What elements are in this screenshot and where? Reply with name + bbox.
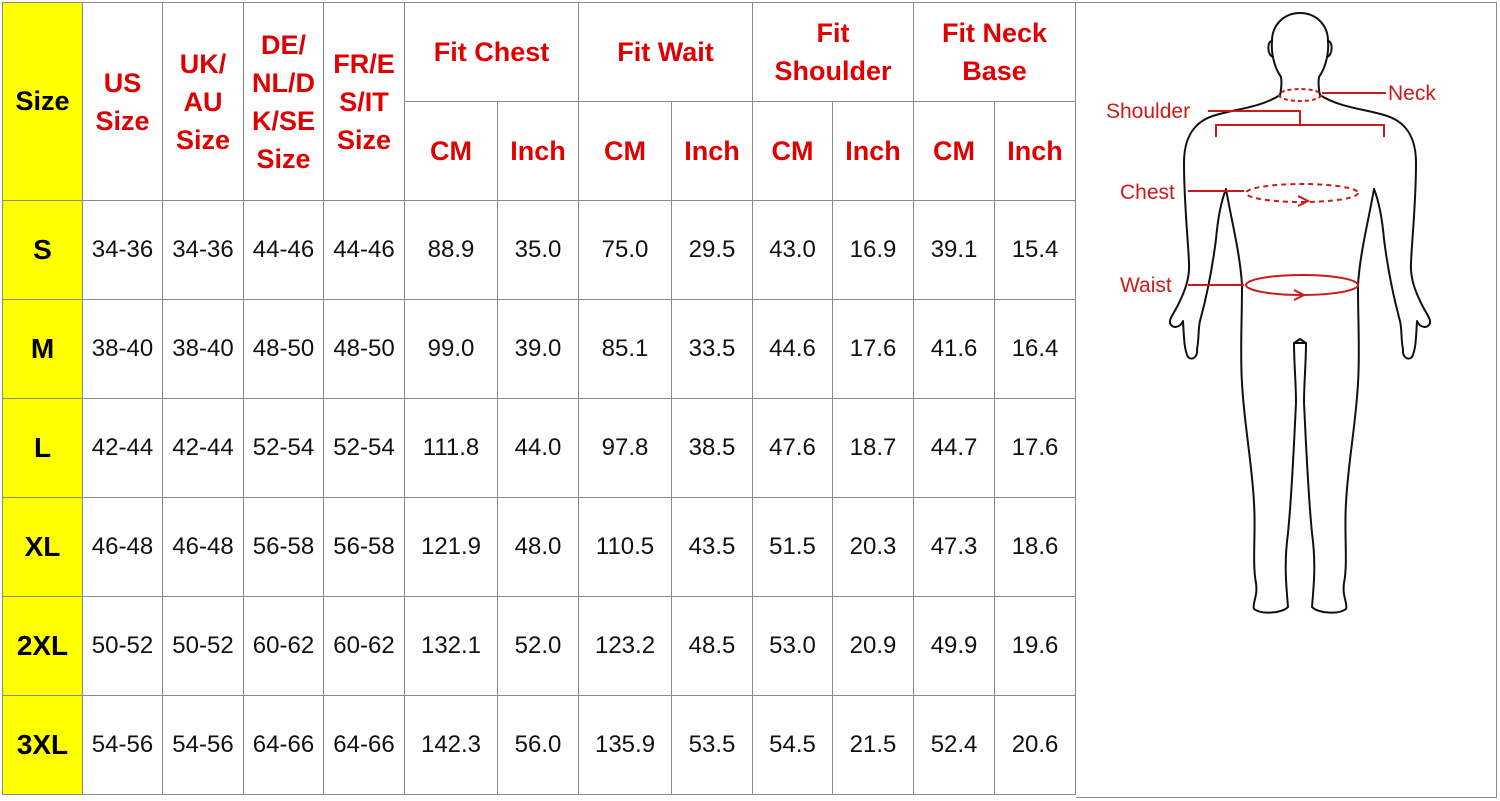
neck-cm-cell: 39.1 (914, 201, 995, 300)
chest-cm-header: CM (405, 102, 498, 201)
waist-inch-cell: 43.5 (672, 498, 753, 597)
us-size-header: US Size (83, 3, 163, 201)
shoulder-inch-cell: 16.9 (833, 201, 914, 300)
uk-size-cell: 50-52 (163, 597, 244, 696)
shoulder-inch-cell: 20.3 (833, 498, 914, 597)
fr-size-cell: 64-66 (324, 696, 405, 795)
neck-cm-cell: 44.7 (914, 399, 995, 498)
waist-inch-cell: 29.5 (672, 201, 753, 300)
human-body-outline-icon (1076, 3, 1497, 799)
neck-cm-cell: 49.9 (914, 597, 995, 696)
size-header: Size (3, 3, 83, 201)
us-size-cell: 34-36 (83, 201, 163, 300)
shoulder-inch-cell: 17.6 (833, 300, 914, 399)
shoulder-inch-header: Inch (833, 102, 914, 201)
uk-size-cell: 54-56 (163, 696, 244, 795)
fit-shoulder-header: Fit Shoulder (753, 3, 914, 102)
uk-size-cell: 38-40 (163, 300, 244, 399)
chest-inch-cell: 48.0 (498, 498, 579, 597)
size-row (3, 597, 1076, 696)
shoulder-inch-cell: 21.5 (833, 696, 914, 795)
shoulder-cm-cell: 54.5 (753, 696, 833, 795)
fr-size-cell: 48-50 (324, 300, 405, 399)
shoulder-inch-cell: 18.7 (833, 399, 914, 498)
shoulder-label: Shoulder (1106, 100, 1191, 123)
us-size-cell: 42-44 (83, 399, 163, 498)
neck-inch-cell: 15.4 (995, 201, 1076, 300)
neck-inch-cell: 17.6 (995, 399, 1076, 498)
waist-cm-cell: 75.0 (579, 201, 672, 300)
neck-cm-cell: 47.3 (914, 498, 995, 597)
us-size-cell: 50-52 (83, 597, 163, 696)
size-row (3, 201, 1076, 300)
chest-inch-header: Inch (498, 102, 579, 201)
waist-cm-cell: 97.8 (579, 399, 672, 498)
shoulder-inch-cell: 20.9 (833, 597, 914, 696)
chest-inch-cell: 56.0 (498, 696, 579, 795)
size-rows (3, 201, 1076, 795)
size-label-cell: XL (3, 498, 83, 597)
shoulder-cm-cell: 51.5 (753, 498, 833, 597)
chest-label: Chest (1120, 181, 1175, 204)
chest-inch-cell: 52.0 (498, 597, 579, 696)
de-size-cell: 56-58 (244, 498, 324, 597)
waist-inch-header: Inch (672, 102, 753, 201)
waist-inch-cell: 38.5 (672, 399, 753, 498)
fr-size-cell: 56-58 (324, 498, 405, 597)
chest-cm-cell: 121.9 (405, 498, 498, 597)
size-label-cell: S (3, 201, 83, 300)
chest-inch-cell: 35.0 (498, 201, 579, 300)
size-chart-table (2, 2, 1076, 795)
de-size-cell: 44-46 (244, 201, 324, 300)
neck-cm-cell: 41.6 (914, 300, 995, 399)
size-label-cell: M (3, 300, 83, 399)
waist-cm-cell: 135.9 (579, 696, 672, 795)
chest-cm-cell: 142.3 (405, 696, 498, 795)
us-size-cell: 38-40 (83, 300, 163, 399)
de-size-cell: 48-50 (244, 300, 324, 399)
neck-inch-header: Inch (995, 102, 1076, 201)
size-label-cell: 3XL (3, 696, 83, 795)
size-label-cell: 2XL (3, 597, 83, 696)
chest-cm-cell: 111.8 (405, 399, 498, 498)
shoulder-cm-cell: 43.0 (753, 201, 833, 300)
uk-au-size-header: UK/ AU Size (163, 3, 244, 201)
de-size-cell: 60-62 (244, 597, 324, 696)
de-size-cell: 64-66 (244, 696, 324, 795)
de-size-cell: 52-54 (244, 399, 324, 498)
chest-inch-cell: 39.0 (498, 300, 579, 399)
size-row (3, 399, 1076, 498)
neck-label: Neck (1388, 82, 1436, 105)
de-nl-dk-se-size-header: DE/ NL/D K/SE Size (244, 3, 324, 201)
size-row (3, 498, 1076, 597)
fit-waist-header: Fit Wait (579, 3, 753, 102)
chest-cm-cell: 99.0 (405, 300, 498, 399)
waist-cm-cell: 123.2 (579, 597, 672, 696)
waist-cm-header: CM (579, 102, 672, 201)
neck-inch-cell: 18.6 (995, 498, 1076, 597)
fr-size-cell: 52-54 (324, 399, 405, 498)
size-label-cell: L (3, 399, 83, 498)
neck-cm-cell: 52.4 (914, 696, 995, 795)
fit-neck-base-header: Fit Neck Base (914, 3, 1076, 102)
us-size-cell: 54-56 (83, 696, 163, 795)
shoulder-cm-header: CM (753, 102, 833, 201)
uk-size-cell: 46-48 (163, 498, 244, 597)
neck-cm-header: CM (914, 102, 995, 201)
waist-inch-cell: 48.5 (672, 597, 753, 696)
chest-inch-cell: 44.0 (498, 399, 579, 498)
waist-inch-cell: 33.5 (672, 300, 753, 399)
fit-chest-header: Fit Chest (405, 3, 579, 102)
fr-size-cell: 44-46 (324, 201, 405, 300)
chest-cm-cell: 88.9 (405, 201, 498, 300)
waist-cm-cell: 110.5 (579, 498, 672, 597)
waist-cm-cell: 85.1 (579, 300, 672, 399)
uk-size-cell: 34-36 (163, 201, 244, 300)
neck-inch-cell: 20.6 (995, 696, 1076, 795)
shoulder-cm-cell: 44.6 (753, 300, 833, 399)
measurement-diagram (1076, 2, 1497, 798)
us-size-cell: 46-48 (83, 498, 163, 597)
waist-inch-cell: 53.5 (672, 696, 753, 795)
chest-cm-cell: 132.1 (405, 597, 498, 696)
size-row (3, 696, 1076, 795)
shoulder-cm-cell: 47.6 (753, 399, 833, 498)
fr-es-it-size-header: FR/E S/IT Size (324, 3, 405, 201)
uk-size-cell: 42-44 (163, 399, 244, 498)
shoulder-cm-cell: 53.0 (753, 597, 833, 696)
fr-size-cell: 60-62 (324, 597, 405, 696)
waist-label: Waist (1120, 274, 1172, 297)
neck-inch-cell: 16.4 (995, 300, 1076, 399)
neck-inch-cell: 19.6 (995, 597, 1076, 696)
size-row (3, 300, 1076, 399)
